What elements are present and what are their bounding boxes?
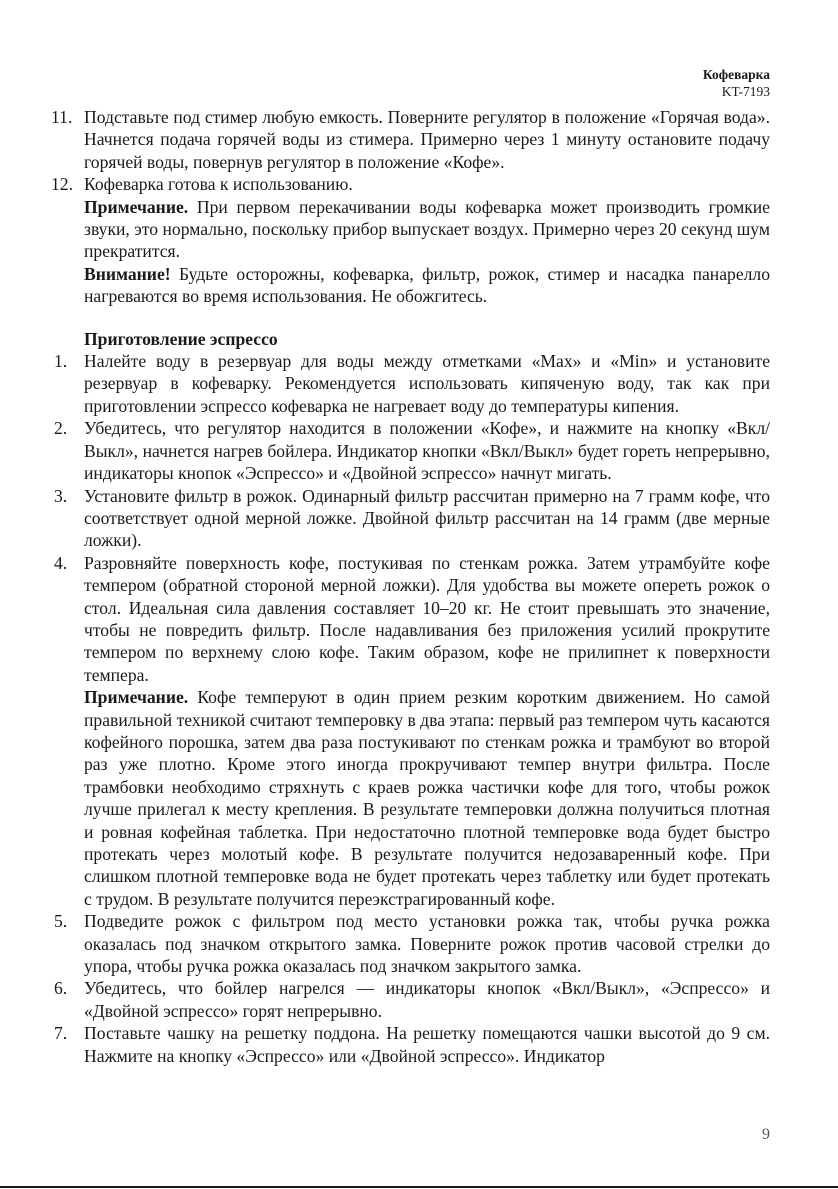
note-paragraph [54,686,770,910]
page-number: 9 [762,1126,770,1143]
item-text: Убедитесь, что бойлер нагрелся — индикаторы кнопок «Вкл/Выкл», «Эспрессо» и «Двойной эспрессо» горят непрерывно. [84,978,770,1021]
item-text: Подставьте под стимер любую емкость. Поверните регулятор в положение «Горячая вода». Начнется подача горячей воды из стимера. Примерно через 1 минуту остановите подачу горячей воды, повернув регулятор в положение «Кофе». [84,107,770,172]
warning-label: Внимание! [84,263,171,284]
item-number: 3. [54,485,68,506]
item-number: 2. [54,418,68,439]
section-title: Приготовление эспрессо [84,328,278,349]
item-text: Установите фильтр в рожок. Одинарный фильтр рассчитан примерно на 7 грамм кофе, что соответствует одной мерной ложке. Двойной фильтр рассчитан на 14 грамм (две мерные ложки). [84,485,770,551]
item-number: 5. [54,911,68,932]
item-number: 6. [54,978,68,999]
item-number: 7. [54,1023,68,1044]
list-item [51,106,770,173]
list-item [51,173,770,195]
item-text: Поставьте чашку на решетку поддона. На решетку помещаются чашки высотой до 9 см. Нажмите на кнопку «Эспрессо» или «Двойной эспрессо». Индикатор [84,1023,770,1066]
page-header [703,66,770,100]
list-item [54,910,770,977]
item-text: Подведите рожок с фильтром под место установки рожка так, чтобы ручка рожка оказалась под значком открытого замка. Поверните рожок против часовой стрелки до упора, чтобы ручка рожка оказалась под значком закрытого замка. [84,911,770,977]
list-item [54,977,770,1022]
item-text: Налейте воду в резервуар для воды между отметками «Max» и «Min» и установите резервуар в кофеварку. Рекомендуется использовать кипяченую воду, так как при приготовлении эспрессо кофеварка не нагревает воду до температуры кипения. [84,351,770,416]
page-content [51,106,770,1067]
item-number: 12. [51,174,73,195]
list-item [54,1022,770,1067]
header-model: KT-7193 [721,84,770,99]
warning-text: Будьте осторожны, кофеварка, фильтр, рожок, стимер и насадка панарелло нагреваются во время использования. Не обожгитесь. [84,263,770,307]
item-text: Убедитесь, что регулятор находится в положении «Кофе», и нажмите на кнопку «Вкл/Выкл», начнется нагрев бойлера. Индикатор кнопки «Вкл/Выкл» будет гореть непрерывно, индикаторы кнопок «Эспрессо» и «Двойной эспрессо» начнут мигать. [84,418,770,484]
header-brand: Кофеварка [702,67,770,82]
item-text: Разровняйте поверхность кофе, постукивая по стенкам рожка. Затем утрамбуйте кофе темпером (обратной стороной мерной ложки). Для удобства вы можете опереть рожок о стол. Идеальная сила давления составляет 10–20 кг. Не стоит превышать это значение, чтобы не повредить фильтр. После надавливания без приложения усилий прокрутите темпером по верхнему слою кофе. Таким образом, кофе не прилипнет к поверхности темпера. [84,552,770,685]
warning-paragraph [54,263,770,308]
list-item [54,552,770,686]
list-item [54,485,770,552]
bottom-divider [0,1186,838,1188]
item-number: 4. [54,552,68,573]
note-label: Примечание. [84,196,189,217]
note-label: Примечание. [84,687,189,708]
item-number: 1. [54,351,68,372]
list-item [54,350,770,417]
note-text: Кофе темперуют в один прием резким коротким движением. Но самой правильной техникой считают темперовку в два этапа: первый раз темпером чуть касаются кофейного порошка, затем два раза постукивают по стенкам рожка и трамбуют во второй раз уже плотно. Кроме этого иногда прокручивают темпер внутри фильтра. После трамбовки необходимо стряхнуть с краев рожка частички кофе для того, чтобы рожок лучше прилегал к месту крепления. В результате темперовки должна получиться плотная и ровная кофейная таблетка. При недостаточно плотной темперовке вода будет быстро протекать через молотый кофе. В результате получится недозаваренный кофе. При слишком плотной темперовке вода не будет протекать через таблетку или будет протекать с трудом. В результате получится переэкстрагированный кофе. [84,687,770,909]
item-number: 11. [51,107,73,127]
note-paragraph [54,196,770,263]
item-text: Кофеварка готова к использованию. [84,174,353,195]
note-text: При первом перекачивании воды кофеварка может производить громкие звуки, это нормально, поскольку прибор выпускает воздух. Примерно через 20 секунд шум прекратится. [84,196,770,262]
list-item [54,417,770,484]
